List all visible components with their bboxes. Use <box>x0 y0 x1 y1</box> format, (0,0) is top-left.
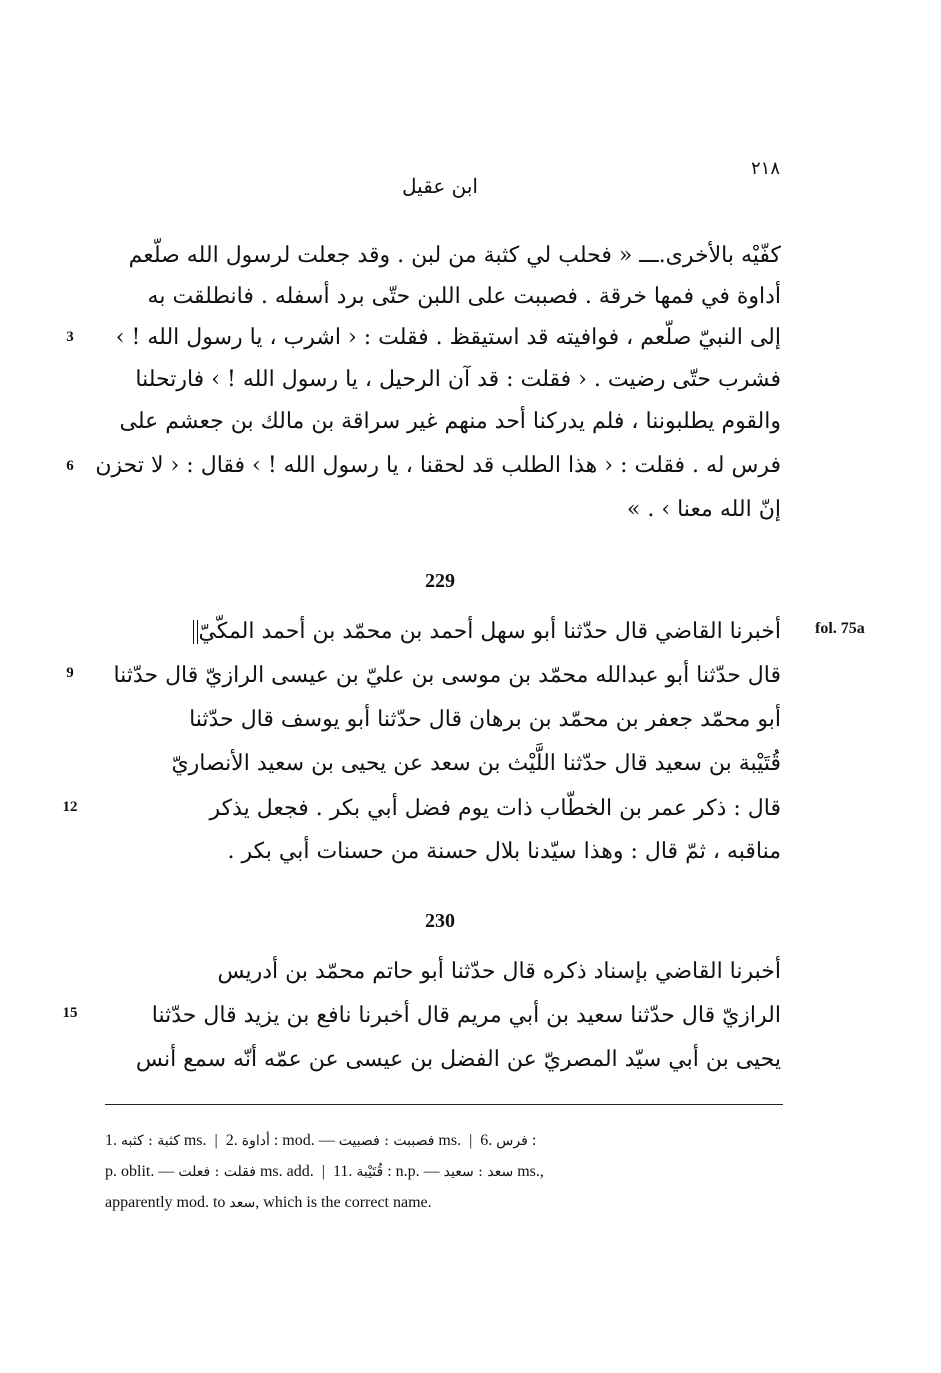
page-number: ٢١٨ <box>750 158 780 179</box>
footnote-text: apparently mod. to <box>105 1194 226 1211</box>
line-number: 3 <box>66 329 74 345</box>
arabic-lemma: قُتَيْبة <box>356 1164 384 1180</box>
text-line: إنّ الله معنا › . » <box>626 497 781 522</box>
text-line: أداوة في فمها خرقة . فصببت على اللبن حتّى برد أسفله . فانطلقت به <box>147 284 781 309</box>
footnote-text: : n.p. — <box>387 1163 440 1180</box>
footnote-text: ms., <box>517 1163 544 1180</box>
line-number: 12 <box>62 799 78 815</box>
footnote-separator: | <box>321 1163 325 1180</box>
footnote-number: 11. <box>332 1163 353 1180</box>
text-line: الرازيّ قال حدّثنا سعيد بن أبي مريم قال أخبرنا نافع بن يزيد قال حدّثنا <box>151 1003 781 1028</box>
arabic-lemma: فقلت : فعلت <box>178 1164 256 1180</box>
text-line: كفّيْه بالأخرى.ـــ « فحلب لي كثبة من لبن . وقد جعلت لرسول الله صلّعم <box>128 243 781 268</box>
text-line: قال : ذكر عمر بن الخطّاب ذات يوم فضل أبي بكر . فجعل يذكر <box>209 796 781 821</box>
footnote-separator: | <box>214 1132 218 1149</box>
running-head: ابن عقيل <box>402 174 478 198</box>
footnote-text: ms. <box>438 1132 462 1149</box>
text-line: قال حدّثنا أبو عبدالله محمّد بن موسى بن عليّ بن عيسى الرازيّ قال حدّثنا <box>113 663 781 688</box>
footnote-number: 1. <box>105 1132 117 1149</box>
footnote-line <box>105 1190 795 1216</box>
footnote-text: ms. add. <box>259 1163 314 1180</box>
arabic-lemma: فرس <box>496 1133 528 1149</box>
text-line: فرس له . فقلت : ‹ هذا الطلب قد لحقنا ، يا رسول الله ! › فقال : ‹ لا تحزن <box>95 453 781 478</box>
footnote-line <box>105 1159 795 1185</box>
footnote-text: : mod. — <box>273 1132 335 1149</box>
text-line: والقوم يطلبوننا ، فلم يدركنا أحد منهم غير سراقة بن مالك بن جعشم على <box>119 409 781 434</box>
text-line: أخبرنا القاضي بإسناد ذكره قال حدّثنا أبو حاتم محمّد بن أدريس <box>217 959 781 984</box>
text-line <box>189 612 781 652</box>
arabic-lemma: كثبة : كثبه <box>121 1133 180 1149</box>
folio-reference: fol. 75a <box>815 620 865 637</box>
footnote-rule <box>105 1104 783 1105</box>
text-line: يحيى بن أبي سيّد المصريّ عن الفضل بن عيسى عن عمّه أنّه سمع أنس <box>135 1047 781 1072</box>
line-number: 6 <box>66 458 74 474</box>
text-line: أبو محمّد جعفر بن محمّد بن برهان قال حدّثنا أبو يوسف قال حدّثنا <box>189 707 781 732</box>
text-line: قُتَيْبة بن سعيد قال حدّثنا اللَّيْث بن سعد عن يحيى بن سعيد الأنصاريّ <box>171 751 781 776</box>
text-line: إلى النبيّ صلّعم ، فوافيته قد استيقظ . فقلت : ‹ اشرب ، يا رسول الله ! › <box>115 325 781 350</box>
footnote-separator: | <box>469 1132 473 1149</box>
arabic-lemma: سعد <box>229 1195 256 1211</box>
arabic-lemma: أداوة <box>241 1133 270 1149</box>
footnote-text: , which is the correct name. <box>255 1194 432 1211</box>
arabic-lemma: سعد : سعيد <box>443 1164 514 1180</box>
section-number-229: 229 <box>425 570 455 592</box>
footnote-number: 6. <box>480 1132 493 1149</box>
text-line: فشرب حتّى رضيت . ‹ فقلت : قد آن الرحيل ، يا رسول الله ! › فارتحلنا <box>135 367 781 392</box>
text-line-content: أخبرنا القاضي قال حدّثنا أبو سهل أحمد بن محمّد بن أحمد المكّيّ <box>198 619 781 644</box>
footnote-line <box>105 1128 795 1154</box>
footnote-text: : <box>531 1132 537 1149</box>
footnote-text: ms. <box>183 1132 207 1149</box>
footnote-text: p. oblit. — <box>105 1163 175 1180</box>
arabic-lemma: فصببت : فصبيت <box>338 1133 435 1149</box>
line-number: 15 <box>62 1005 78 1021</box>
text-line: مناقبه ، ثمّ قال : وهذا سيّدنا بلال حسنة من حسنات أبي بكر . <box>227 839 781 864</box>
section-number-230: 230 <box>425 910 455 932</box>
line-number: 9 <box>66 665 74 681</box>
footnote-number: 2. <box>225 1132 238 1149</box>
